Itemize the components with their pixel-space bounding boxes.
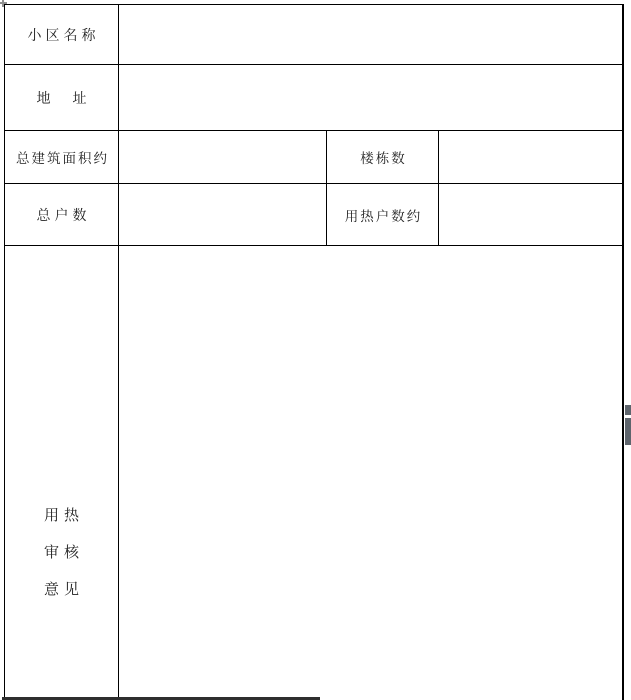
total-area-label: 总建筑面积约 <box>5 131 119 184</box>
community-name-label: 小区名称 <box>5 5 119 65</box>
scrollbar-thumb[interactable] <box>625 405 631 415</box>
vertical-scrollbar[interactable] <box>625 405 631 445</box>
table-row <box>5 184 622 246</box>
building-count-label: 楼栋数 <box>327 131 439 184</box>
review-opinion-label-line: 用热 <box>43 508 84 524</box>
address-label: 地 址 <box>5 65 119 131</box>
review-opinion-field[interactable] <box>119 246 622 700</box>
application-form-table <box>4 4 624 700</box>
total-area-field[interactable] <box>119 131 327 184</box>
table-row <box>5 65 622 131</box>
total-households-label: 总户数 <box>5 184 119 246</box>
heat-households-field[interactable] <box>439 184 622 246</box>
address-field[interactable] <box>119 65 622 131</box>
table-row <box>5 246 622 700</box>
review-opinion-label-line: 意见 <box>43 582 84 598</box>
table-row <box>5 5 622 65</box>
review-opinion-label <box>5 246 119 700</box>
building-count-field[interactable] <box>439 131 622 184</box>
scrollbar-thumb[interactable] <box>625 418 631 445</box>
table-row <box>5 131 622 184</box>
total-households-field[interactable] <box>119 184 327 246</box>
heat-households-label: 用热户数约 <box>327 184 439 246</box>
review-opinion-label-line: 审核 <box>43 545 84 561</box>
community-name-field[interactable] <box>119 5 622 65</box>
